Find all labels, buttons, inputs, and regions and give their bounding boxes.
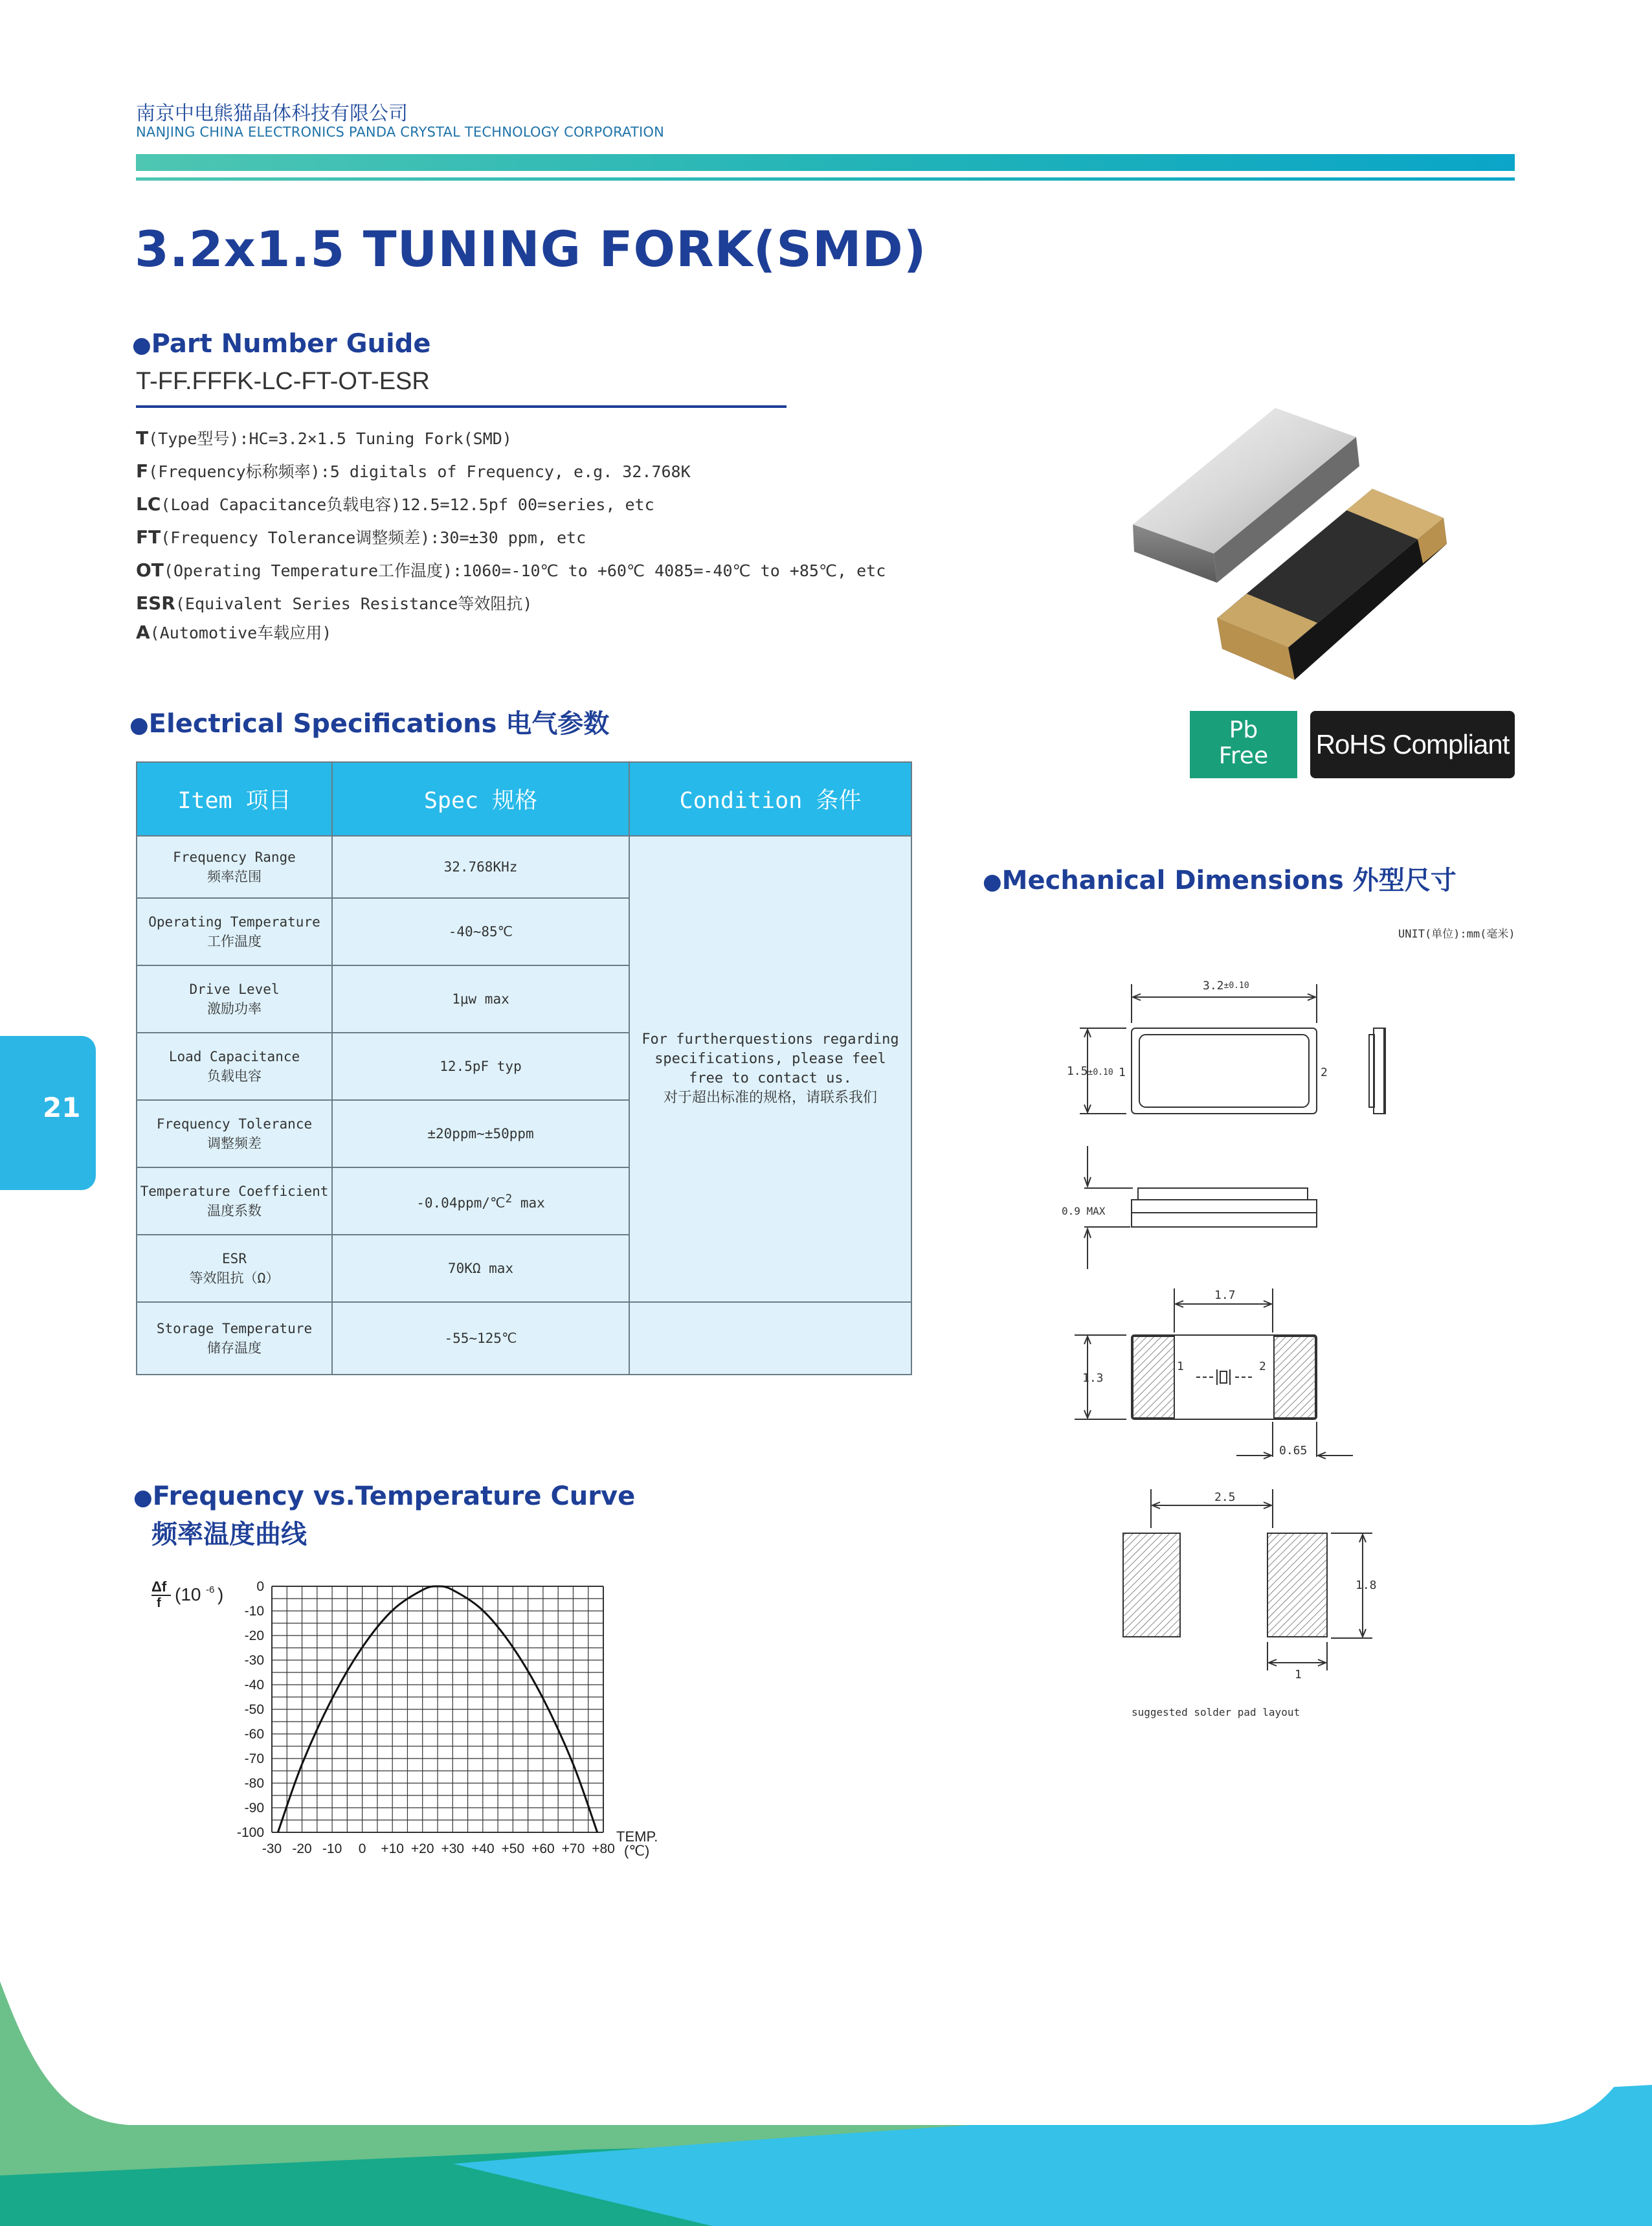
x-axis-unit: (℃) (624, 1843, 650, 1859)
y-axis-label (151, 1579, 223, 1610)
y-tick-label: -20 (244, 1628, 264, 1643)
section-heading-freq-curve: ●Frequency vs.Temperature Curve (133, 1481, 636, 1511)
x-tick-label: +60 (531, 1841, 555, 1856)
section-heading-mechanical: ●Mechanical Dimensions 外型尺寸 (983, 866, 1457, 895)
section-heading-freq-curve-cn: 频率温度曲线 (151, 1520, 307, 1549)
unit-label: UNIT(单位):mm(毫米) (1398, 928, 1515, 941)
spec-item-cn: 频率范围 (207, 869, 262, 884)
spec-item-en: Temperature Coefficient (140, 1184, 329, 1199)
section-heading-part-number: ●Part Number Guide (132, 329, 431, 359)
spec-item (137, 1235, 332, 1302)
x-tick-label: +20 (410, 1841, 434, 1856)
guide-line (136, 488, 886, 521)
spec-value (332, 1302, 629, 1375)
guide-text: (Frequency Tolerance调整频差):30=±30 ppm, etc (161, 528, 586, 547)
guide-key: F (136, 460, 149, 482)
guide-line (136, 587, 886, 620)
spec-value (332, 1235, 629, 1302)
pb-free-text-2: Free (1218, 743, 1269, 769)
condition-text: For furtherquestions regarding (642, 1031, 899, 1048)
svg-text:Δf: Δf (151, 1579, 167, 1595)
dim-body-height: 1.3 (1082, 1371, 1104, 1385)
svg-text:): ) (218, 1584, 224, 1604)
dim-width: 1.5±0.10 (1067, 1064, 1113, 1078)
spec-value (332, 965, 629, 1033)
spec-row (137, 836, 911, 898)
divider (136, 405, 787, 408)
svg-text:f: f (157, 1596, 161, 1610)
dim-land-pitch: 2.5 (1214, 1490, 1236, 1504)
pb-free-badge (1190, 711, 1297, 778)
spec-item (137, 836, 332, 898)
bullet-icon: ● (133, 1485, 153, 1511)
company-name-cn: 南京中电熊猫晶体科技有限公司 (136, 102, 408, 125)
spec-value (332, 898, 629, 965)
guide-text: (Frequency标称频率):5 digitals of Frequency, e.g. 32.768K (148, 462, 691, 481)
dim-land-width: 1 (1295, 1668, 1302, 1681)
part-number-code: T-FF.FFFK-LC-FT-OT-ESR (136, 368, 430, 395)
col-header-spec: Spec 规格 (332, 762, 629, 836)
col-header-condition: Condition 条件 (629, 762, 911, 836)
x-tick-label: +70 (561, 1841, 585, 1856)
guide-text: (Load Capacitance负载电容)12.5=12.5pf 00=series, etc (161, 495, 654, 514)
bullet-icon: ● (132, 332, 151, 358)
spec-item (137, 1033, 332, 1100)
spec-item-en: Load Capacitance (168, 1049, 300, 1064)
guide-line (136, 521, 886, 554)
guide-line (136, 422, 886, 455)
y-tick-label: -90 (244, 1801, 264, 1816)
bullet-icon: ● (983, 869, 1002, 895)
page-title: 3.2x1.5 TUNING FORK(SMD) (135, 220, 927, 278)
dim-length: 3.2±0.10 (1203, 979, 1249, 993)
footer-wave (0, 1981, 1652, 2226)
guide-key: T (136, 427, 149, 449)
guide-key: FT (136, 526, 161, 548)
y-tick-label: -40 (244, 1678, 264, 1692)
spec-value-text: -0.04ppm/℃ (416, 1195, 506, 1211)
condition-text: specifications, please feel (654, 1051, 886, 1067)
x-tick-label: +80 (592, 1841, 615, 1856)
y-tick-label: -10 (244, 1604, 264, 1619)
pb-free-text-1: Pb (1229, 717, 1258, 743)
spec-item (137, 1167, 332, 1235)
x-tick-label: +40 (471, 1841, 495, 1856)
spec-value-text: 70KΩ max (447, 1261, 514, 1276)
spec-item (137, 1100, 332, 1167)
guide-text: (Equivalent Series Resistance等效阻抗) (175, 594, 533, 613)
x-axis-label: TEMP. (616, 1828, 658, 1845)
spec-item-en: ESR (222, 1251, 247, 1266)
condition-text: 对于超出标准的规格，请联系我们 (663, 1090, 877, 1106)
spec-value (332, 1033, 629, 1100)
solder-pad-caption: suggested solder pad layout (1132, 1706, 1300, 1718)
spec-value-text: ±20ppm~±50ppm (427, 1126, 534, 1141)
x-tick-label: -10 (322, 1841, 342, 1856)
svg-text:(10: (10 (175, 1584, 201, 1604)
chart-grid (272, 1586, 603, 1832)
spec-value-text: 12.5pF typ (440, 1059, 522, 1074)
spec-item (137, 898, 332, 965)
spec-row (137, 1302, 911, 1375)
y-tick-label: -80 (244, 1776, 264, 1791)
guide-key: A (136, 622, 150, 643)
y-tick-label: -70 (244, 1751, 264, 1766)
pin-2-label: 2 (1321, 1066, 1328, 1079)
y-tick-label: -30 (244, 1653, 264, 1668)
spec-value-tail: max (512, 1195, 545, 1211)
condition-text: free to contact us. (689, 1070, 852, 1086)
spec-item-cn: 激励功率 (207, 1001, 262, 1017)
spec-value-text: 1μw max (452, 991, 509, 1007)
rohs-badge: RoHS Compliant (1310, 711, 1515, 778)
guide-line (136, 554, 886, 587)
x-tick-label: +10 (381, 1841, 404, 1856)
guide-line (136, 620, 886, 646)
spec-item-en: Storage Temperature (156, 1321, 313, 1336)
guide-text: (Automotive车载应用) (150, 624, 332, 642)
dim-pad-width: 0.65 (1279, 1444, 1308, 1457)
product-photo (1120, 401, 1457, 706)
spec-item-cn: 储存温度 (207, 1340, 262, 1356)
header-band (136, 154, 1515, 171)
y-tick-label: -100 (236, 1825, 264, 1840)
pin-2-label: 2 (1259, 1360, 1266, 1373)
spec-item-cn: 工作温度 (207, 934, 262, 949)
pin-1-label: 1 (1119, 1066, 1126, 1079)
y-tick-label: 0 (256, 1579, 264, 1594)
spec-superscript: 2 (505, 1193, 513, 1206)
x-tick-label: +30 (441, 1841, 465, 1856)
page-number: 21 (43, 1092, 81, 1123)
spec-item-cn: 温度系数 (207, 1203, 262, 1219)
spec-value (332, 836, 629, 898)
spec-value-text: 32.768KHz (443, 859, 518, 875)
spec-item-cn: 调整频差 (207, 1136, 262, 1151)
guide-text: (Type型号):HC=3.2×1.5 Tuning Fork(SMD) (148, 429, 512, 448)
condition-cell (629, 836, 911, 1302)
spec-value (332, 1100, 629, 1167)
spec-item-cn: 等效阻抗（Ω） (189, 1270, 280, 1286)
electrical-spec-table (136, 761, 912, 1375)
bullet-icon: ● (129, 712, 149, 738)
x-tick-label: -20 (292, 1841, 312, 1856)
spec-item-en: Frequency Tolerance (156, 1116, 313, 1132)
guide-key: LC (136, 493, 161, 515)
spec-value (332, 1167, 629, 1235)
guide-line (136, 455, 886, 488)
guide-key: ESR (136, 592, 175, 614)
spec-item-cn: 负载电容 (207, 1068, 262, 1084)
pin-1-label: 1 (1177, 1360, 1184, 1373)
guide-key: OT (136, 559, 164, 581)
section-heading-electrical: ●Electrical Specifications 电气参数 (129, 709, 610, 739)
spec-item (137, 1302, 332, 1375)
spec-item-en: Frequency Range (173, 849, 296, 865)
header-band-thin (136, 177, 1515, 181)
x-tick-label: +50 (501, 1841, 525, 1856)
y-tick-label: -60 (244, 1727, 264, 1742)
x-tick-label: -30 (262, 1841, 282, 1856)
y-tick-label: -50 (244, 1702, 264, 1717)
condition-cell-empty (629, 1302, 911, 1375)
spec-item-en: Operating Temperature (148, 914, 320, 930)
svg-text:-6: -6 (206, 1584, 215, 1595)
freq-temp-chart (142, 1567, 712, 1865)
spec-item-en: Drive Level (189, 982, 280, 997)
dim-land-height: 1.8 (1356, 1579, 1377, 1592)
part-number-legend (136, 422, 886, 646)
x-tick-label: 0 (358, 1841, 366, 1856)
spec-value-text: -40~85℃ (448, 924, 513, 939)
mechanical-drawing (1049, 958, 1437, 1735)
spec-value-text: -55~125℃ (444, 1331, 517, 1346)
company-name-en: NANJING CHINA ELECTRONICS PANDA CRYSTAL TECHNOLOGY CORPORATION (136, 124, 664, 140)
col-header-item: Item 项目 (137, 762, 332, 836)
dim-height: 0.9 MAX (1062, 1205, 1106, 1217)
dim-pad-pitch: 1.7 (1214, 1288, 1236, 1302)
guide-text: (Operating Temperature工作温度):1060=-10℃ to +60℃ 4085=-40℃ to +85℃, etc (163, 561, 886, 580)
spec-item (137, 965, 332, 1033)
